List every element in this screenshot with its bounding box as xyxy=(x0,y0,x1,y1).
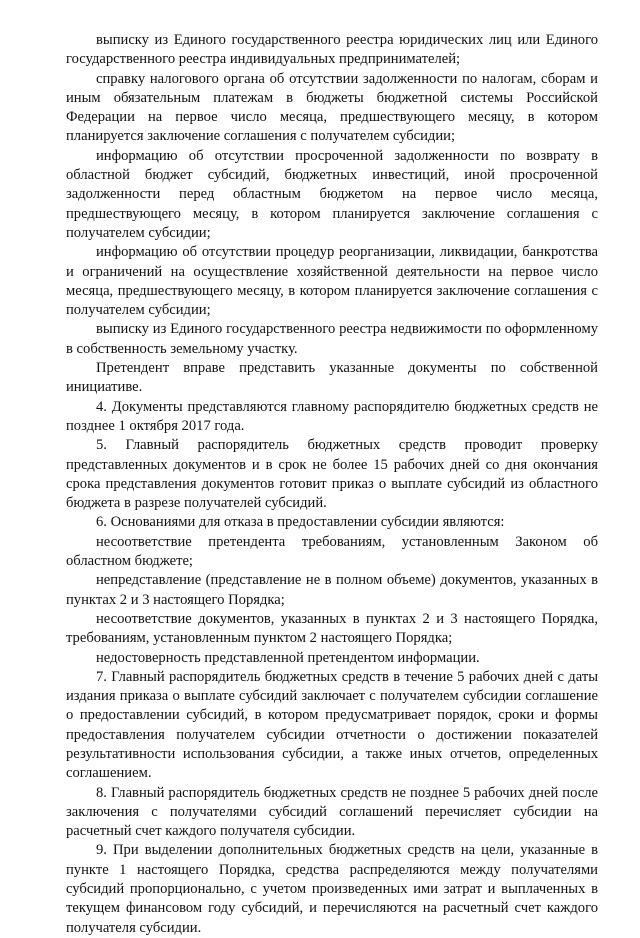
paragraph-refusal-noncompliance: несоответствие претендента требованиям, установленным Законом об областном бюджете; xyxy=(66,533,598,570)
paragraph-item-4: 4. Документы представляются главному распорядителю бюджетных средств не позднее 1 октября 2017 года. xyxy=(66,398,598,434)
paragraph-refusal-inaccuracy: недостоверность представленной претендентом информации. xyxy=(96,649,480,666)
paragraph-item-8: 8. Главный распорядитель бюджетных средств не позднее 5 рабочих дней после заключения с получателями субсидий соглашений перечисляет субсидии на расчетный счет каждого получателя субсидии. xyxy=(66,784,598,840)
paragraph-no-overdue-debt: информацию об отсутствии просроченной задолженности по возврату в областной бюджет субсидий, бюджетных инвестиций, иной просроченной задолженности перед областным бюджетом на первое число месяца, предшествующего месяцу, в котором планируется заключение соглашения с получателем субсидии; xyxy=(66,147,598,241)
paragraph-item-6: 6. Основаниями для отказа в предоставлении субсидии являются: xyxy=(96,514,505,531)
paragraph-tax-certificate: справку налогового органа об отсутствии задолженности по налогам, сборам и иным обязательным платежам в бюджеты бюджетной системы Российской Федерации на первое число месяца, предшествующего месяцу, в котором планируется заключение соглашения с получателем субсидии; xyxy=(66,70,598,145)
paragraph-egrn-extract: выписку из Единого государственного реестра недвижимости по оформленному в собственность земельному участку. xyxy=(66,321,598,357)
paragraph-item-9: 9. При выделении дополнительных бюджетных средств на цели, указанные в пункте 1 настоящего Порядка, средства распределяются между получателями субсидий пропорционально, с учетом произведенных ими затрат и выплаченных в текущем финансовом году субсидий, и перечисляются на расчетный счет каждого получателя субсидии. xyxy=(66,842,598,936)
paragraph-egrul-extract: выписку из Единого государственного реестра юридических лиц или Единого государственного реестра индивидуальных предпринимателей; xyxy=(66,32,598,68)
paragraph-own-initiative: Претендент вправе представить указанные документы по собственной инициативе. xyxy=(66,360,598,396)
paragraph-item-5: 5. Главный распорядитель бюджетных средств проводит проверку представленных документов и в срок не более 15 рабочих дней со дня окончания срока представления документов готовит приказ о выплате субсидий из областного бюджета в разрезе получателей субсидий. xyxy=(66,437,598,512)
paragraph-item-7: 7. Главный распорядитель бюджетных средств в течение 5 рабочих дней с даты издания приказа о выплате субсидий заключает с получателем субсидии соглашение о предоставлении субсидий, в котором предусматривает порядок, сроки и формы предоставления получателем субсидии отчетности о достижении показателей результативности использования субсидии, а также иных отчетов, определенных соглашением. xyxy=(66,668,598,782)
paragraph-refusal-nonsubmission: непредставление (представление не в полном объеме) документов, указанных в пунктах 2 и 3 настоящего Порядка; xyxy=(66,572,598,608)
paragraph-refusal-documents-mismatch: несоответствие документов, указанных в пунктах 2 и 3 настоящего Порядка, требованиям, установленным пунктом 2 настоящего Порядка; xyxy=(66,610,598,647)
paragraph-no-reorganization: информацию об отсутствии процедур реорганизации, ликвидации, банкротства и ограничений на осуществление хозяйственной деятельности на первое число месяца, предшествующего месяцу, в котором планируется заключение соглашения с получателем субсидии; xyxy=(66,244,598,319)
